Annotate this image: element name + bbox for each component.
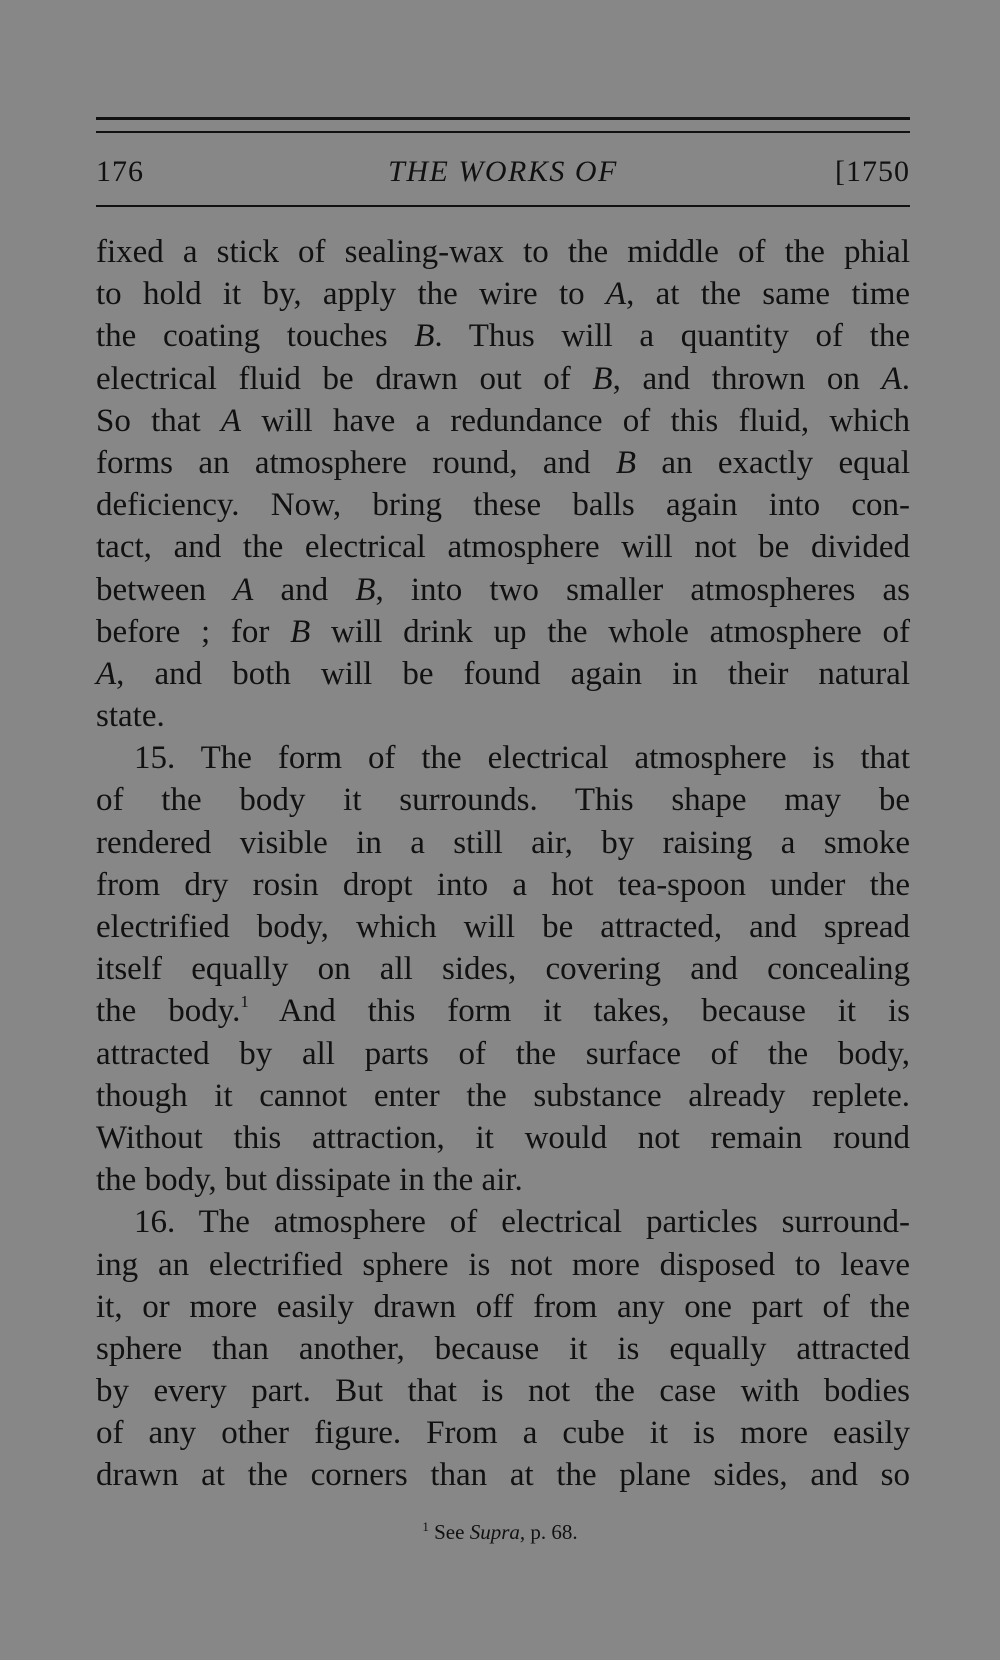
text-run: by every part. But that is not the case with bodies bbox=[96, 1373, 910, 1410]
italic-letter: B bbox=[414, 318, 435, 355]
text-run: ing an electrified sphere is not more disposed to leave bbox=[96, 1246, 910, 1283]
text-run: attracted by all parts of the surface of the body, bbox=[96, 1035, 910, 1072]
text-line bbox=[96, 653, 910, 695]
italic-letter: A bbox=[96, 655, 117, 692]
text-line bbox=[96, 1328, 910, 1370]
text-run: 16. The atmosphere of electrical particles surround- bbox=[134, 1204, 910, 1241]
footnote-prefix: See bbox=[428, 1520, 470, 1544]
text-line bbox=[96, 864, 910, 906]
text-line bbox=[96, 822, 910, 864]
text-run: . Thus will a quantity of the bbox=[434, 318, 910, 355]
italic-letter: A bbox=[220, 402, 242, 439]
text-run: from dry rosin dropt into a hot tea-spoon under the bbox=[96, 866, 910, 903]
text-run: of the body it surrounds. This shape may be bbox=[96, 782, 910, 819]
text-run: , and both will be found again in their natural bbox=[116, 655, 910, 692]
footnote-suffix: , p. 68. bbox=[519, 1520, 578, 1544]
footnote-marker: 1 bbox=[422, 1519, 429, 1534]
text-run: Without this attraction, it would not remain round bbox=[96, 1119, 910, 1156]
text-line bbox=[96, 358, 910, 400]
text-line bbox=[96, 695, 910, 737]
text-run: though it cannot enter the substance already replete. bbox=[96, 1077, 910, 1114]
text-run: electrical fluid be drawn out of bbox=[96, 360, 593, 397]
text-line bbox=[96, 1033, 910, 1075]
text-run: it, or more easily drawn off from any one part of the bbox=[96, 1288, 910, 1325]
text-run: , and thrown on bbox=[612, 360, 882, 397]
text-line bbox=[96, 1370, 910, 1412]
text-run: the coating touches bbox=[96, 318, 415, 355]
text-run: an exactly equal bbox=[636, 444, 910, 481]
text-run: will have a redundance of this fluid, which bbox=[241, 402, 910, 439]
text-line bbox=[96, 315, 910, 357]
text-line bbox=[96, 1075, 910, 1117]
text-line bbox=[96, 779, 910, 821]
text-run: rendered visible in a still air, by raising a smoke bbox=[96, 824, 910, 861]
text-line bbox=[96, 1117, 910, 1159]
text-line bbox=[96, 484, 910, 526]
year-mark: [1750 bbox=[835, 155, 910, 188]
running-title: THE WORKS OF bbox=[388, 155, 618, 188]
text-run: . bbox=[901, 360, 910, 397]
italic-letter: B bbox=[592, 360, 613, 397]
text-line bbox=[96, 526, 910, 568]
italic-letter: A bbox=[233, 571, 254, 608]
text-run: sphere than another, because it is equally attracted bbox=[96, 1330, 910, 1367]
italic-letter: B bbox=[355, 571, 376, 608]
text-line bbox=[96, 611, 910, 653]
text-line bbox=[96, 1412, 910, 1454]
text-run: , into two smaller atmospheres as bbox=[375, 571, 910, 608]
text-run: tact, and the electrical atmosphere will not be divided bbox=[96, 529, 910, 566]
text-run: will drink up the whole atmosphere of bbox=[310, 613, 910, 650]
text-run: fixed a stick of sealing-wax to the middle of the phial bbox=[96, 234, 910, 270]
text-run: electrified body, which will be attracted, and spread bbox=[96, 909, 910, 945]
text-line bbox=[96, 273, 910, 315]
text-line bbox=[96, 1201, 910, 1243]
top-rule bbox=[96, 117, 910, 120]
text-run: itself equally on all sides, covering and concealing bbox=[96, 951, 910, 988]
top-rule-thin bbox=[96, 131, 910, 133]
text-line bbox=[96, 737, 910, 779]
header-rule bbox=[96, 205, 910, 207]
italic-letter: B bbox=[290, 613, 311, 650]
text-run: of any other figure. From a cube it is more easily bbox=[96, 1415, 910, 1452]
text-run: And this form it takes, because it is bbox=[248, 993, 910, 1030]
text-line bbox=[96, 569, 910, 611]
text-run: and bbox=[253, 571, 356, 608]
text-run: to hold it by, apply the wire to bbox=[96, 276, 606, 313]
text-line bbox=[96, 1244, 910, 1286]
text-line bbox=[96, 231, 910, 273]
text-run: So that bbox=[96, 402, 221, 439]
italic-letter: B bbox=[615, 444, 637, 481]
text-run: deficiency. Now, bring these balls again into con- bbox=[96, 487, 910, 524]
text-line bbox=[96, 1286, 910, 1328]
text-run: 15. The form of the electrical atmosphere is that bbox=[134, 740, 910, 777]
text-run: forms an atmosphere round, and bbox=[96, 444, 616, 481]
text-run: the body, but dissipate in the air. bbox=[96, 1162, 523, 1199]
text-line bbox=[96, 400, 910, 442]
italic-letter: A bbox=[605, 276, 627, 313]
page-number: 176 bbox=[96, 155, 144, 188]
text-run: between bbox=[96, 571, 234, 608]
text-line bbox=[96, 1159, 910, 1201]
running-header bbox=[96, 150, 910, 194]
footnote-reference: 1 bbox=[240, 992, 249, 1012]
text-run: the body. bbox=[96, 993, 241, 1030]
text-run: state. bbox=[96, 698, 165, 735]
text-line bbox=[96, 1454, 910, 1496]
text-run: drawn at the corners than at the plane sides, and so bbox=[96, 1457, 910, 1494]
text-run: , at the same time bbox=[626, 276, 911, 313]
text-line bbox=[96, 906, 910, 948]
text-line bbox=[96, 948, 910, 990]
text-line bbox=[96, 990, 910, 1032]
body-text bbox=[96, 231, 910, 1497]
text-line bbox=[96, 442, 910, 484]
italic-letter: A bbox=[881, 360, 902, 397]
text-run: before ; for bbox=[96, 613, 291, 650]
footnote-italic: Supra bbox=[469, 1520, 520, 1544]
footnote bbox=[0, 1518, 1000, 1546]
